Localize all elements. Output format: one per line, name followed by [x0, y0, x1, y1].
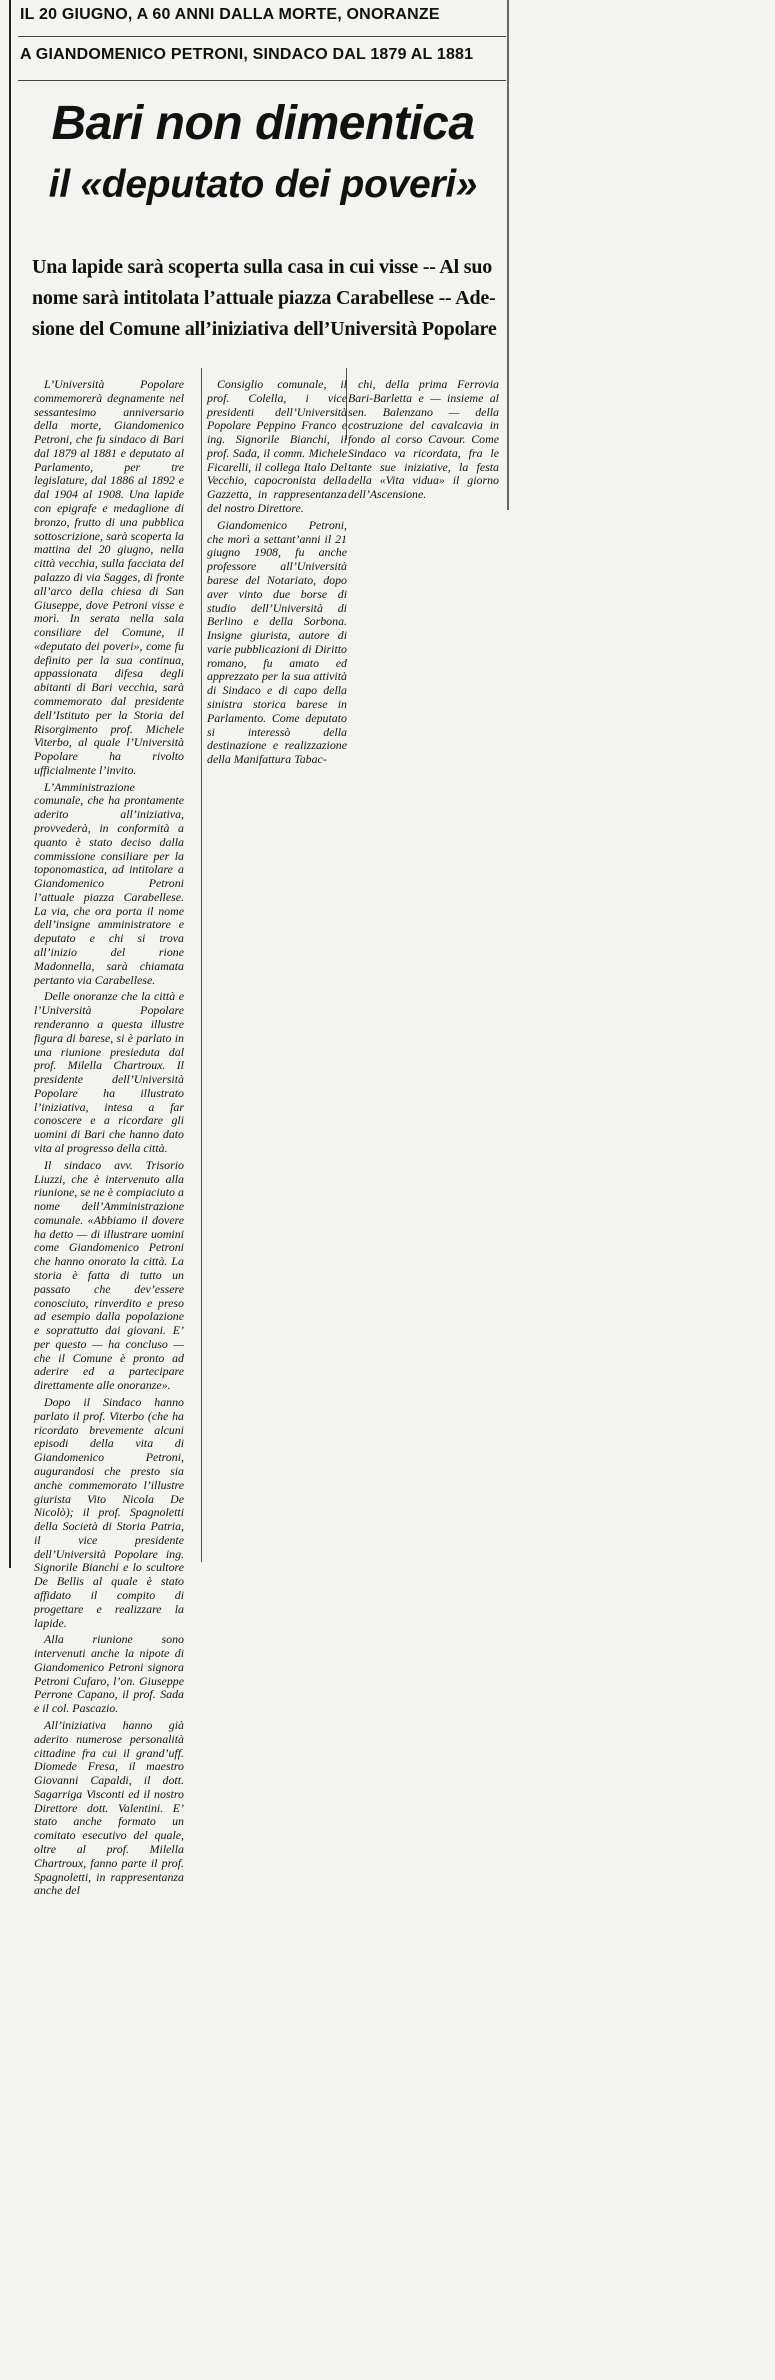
headline-top-rule: [18, 80, 506, 81]
paragraph: chi, della prima Ferrovia Bari-Barletta e — insieme al sen. Balenzano — della costruzione del cavalcavia in fondo al corso Cavour. Come Sindaco va ricordata, fra le tante sue iniziative, la festa della «Vita vidua» il giorno dell’Ascensione.: [348, 377, 499, 502]
paragraph: Consiglio comunale, il prof. Colella, i vice presidenti dell’Università Popolare Peppino Franco e ing. Signorile Bianchi, il prof. Sada, il comm. Michele Ficarelli, il collega Italo Del Vecchio, capocronista della Gazzetta, in rappresentanza del nostro Direttore.: [207, 377, 347, 516]
subtitle-line-3: sione del Comune all’iniziativa dell’Università Popolare: [32, 318, 497, 340]
paragraph: Giandomenico Petroni, che morì a settant’anni il 21 giugno 1908, fu anche professore all’Università barese del Notariato, dopo aver vinto due borse di studio dell’Università di Berlino e della Sorbona. Insigne giurista, autore di varie pubblicazioni di Diritto romano, fu amato ed apprezzato per la sua attività di Sindaco e di capo della sinistra storica barese in Parlamento. Come deputato si interessò della destinazione e realizzazione della Manifattura Tabac-: [207, 517, 347, 767]
headline-line-2: il «deputato dei poveri»: [48, 163, 478, 206]
paragraph: Alla riunione sono intervenuti anche la nipote di Giandomenico Petroni signora Petroni Cufaro, l’on. Giuseppe Perrone Capano, il prof. Sada e il col. Pascazio.: [34, 1632, 184, 1716]
paragraph: All’iniziativa hanno già aderito numerose personalità cittadine fra cui il grand’uff. Diomede Fresa, il maestro Giovanni Capaldi, il dott. Sagarriga Visconti ed il nostro Direttore dott. Valentini. E’ stato anche formato un comitato esecutivo del quale, oltre al prof. Milella Chartroux, fanno parte il prof. Spagnoletti, in rappresentanza anche del: [34, 1718, 184, 1898]
paragraph: Il sindaco avv. Trisorio Liuzzi, che è intervenuto alla riunione, se ne è compiaciuto a nome dell’Amministrazione comunale. «Abbiamo il dovere ha detto — di illustrare uomini come Giandomenico Petroni che hanno onorato la città. La storia è fatta di tutto un passato che dev’essere conosciuto, rinverdito e preso ad esempio dalla popolazione e soprattutto dai giovani. E’ per questo — ha concluso — che il Comune è pronto ad aderire ed a partecipare direttamente alle onoranze».: [34, 1157, 184, 1393]
overline-line-2: A GIANDOMENICO PETRONI, SINDACO DAL 1879 AL 1881: [20, 46, 474, 63]
paragraph: L’Amministrazione comunale, che ha prontamente aderito all’iniziativa, provvederà, in conformità a quanto è stato deciso dalla commissione consiliare per la toponomastica, ad intitolare a Giandomenico Petroni l’attuale piazza Carabellese. La via, che ora porta il nome dell’insigne amministratore e deputato e chi si trova all’inizio del rione Madonnella, sarà chiamata pertanto via Carabellese.: [34, 779, 184, 987]
paragraph: L’Università Popolare commemorerà degnamente nel sessantesimo anniversario della morte, Giandomenico Petroni, che fu sindaco di Bari dal 1879 al 1881 e deputato al Parlamento, per tre legislature, dal 1886 al 1892 e dal 1904 al 1908. Una lapide con epigrafe e medaglione di bronzo, frutto di una pubblica sottoscrizione, sarà scoperta la mattina del 20 giugno, nella città vecchia, sulla facciata del palazzo di via Sagges, di fronte all’arco della chiesa di San Giuseppe, dove Petroni visse e morì. In serata nella sala consiliare del Comune, il «deputato dei poveri», come fu definito per la sua continua, appassionata difesa degli abitanti di Bari vecchia, sarà commemorato dal presidente dell’Istituto per la Storia del Risorgimento prof. Michele Viterbo, al quale l’Università Popolare ha rivolto ufficialmente l’invito.: [34, 377, 184, 777]
headline-line-1: Bari non dimentica: [51, 97, 475, 150]
article-column-1: [34, 378, 184, 1901]
overline-line-1: IL 20 GIUGNO, A 60 ANNI DALLA MORTE, ONORANZE: [20, 6, 440, 23]
paragraph: Delle onoranze che la città e l’Università Popolare renderanno a questa illustre figura di barese, si è parlato in una riunione presieduta dal prof. Milella Chartroux. Il presidente dell’Università Popolare ha illustrato l’iniziativa, intesa a far conoscere e a ricordare gli uomini di Bari che hanno dato vita al progresso della città.: [34, 989, 184, 1155]
column-separator-1: [201, 368, 202, 1562]
paragraph: Dopo il Sindaco hanno parlato il prof. Viterbo (che ha ricordato brevemente alcuni episodi della vita di Giandomenico Petroni, augurandosi che presto sia anche commemorato l’illustre giurista Vito Nicola De Nicolò); il prof. Spagnoletti della Società di Storia Patria, il vice presidente dell’Università Popolare ing. Signorile Bianchi e lo scultore De Bellis al quale è stato affidato il compito di progettare e realizzare la lapide.: [34, 1395, 184, 1630]
article-column-2: [207, 378, 347, 770]
subtitle-line-2: nome sarà intitolata l’attuale piazza Carabellese -- Ade-: [32, 287, 496, 309]
left-margin: [0, 0, 14, 1568]
article-column-3: [348, 378, 499, 505]
subtitle-line-1: Una lapide sarà scoperta sulla casa in cui visse -- Al suo: [32, 256, 493, 278]
overline-divider: [18, 36, 506, 37]
left-column-rule: [9, 0, 11, 1568]
subtitle: [32, 252, 498, 345]
right-edge-rule: [507, 0, 509, 510]
